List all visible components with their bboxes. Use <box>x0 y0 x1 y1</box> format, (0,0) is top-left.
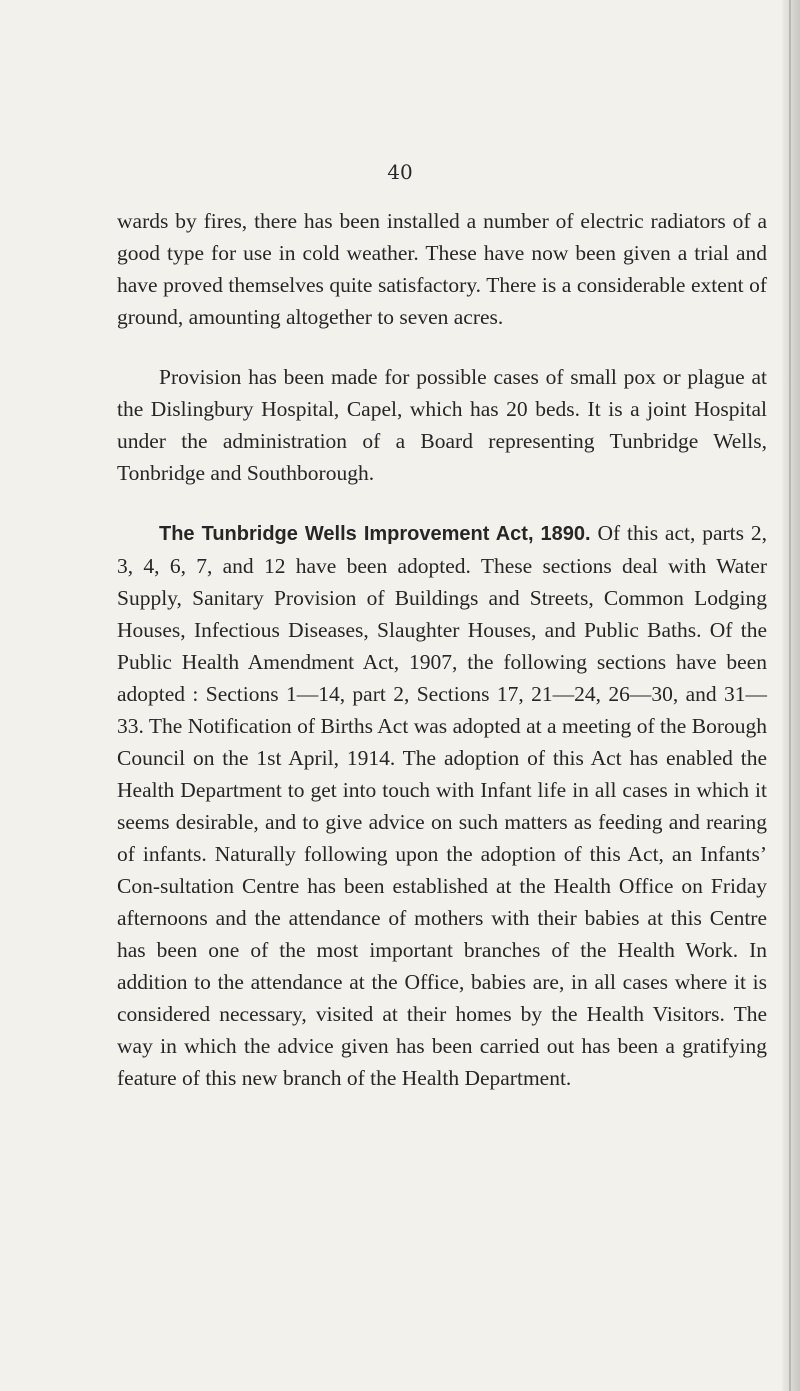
paragraph-improvement-act <box>117 517 767 1094</box>
page-edge-shadow <box>782 0 800 1391</box>
paragraph-provision: Provision has been made for possible cases of small pox or plague at the Dislingbury Hospital, Capel, which has 20 beds. It is a joint Hospital under the administration of a Board representing Tunbridge Wells, Tonbridge and Southborough. <box>117 365 767 485</box>
page-edge-line <box>789 0 791 1391</box>
section-body: Of this act, parts 2, 3, 4, 6, 7, and 12 have been adopted. These sections deal with Water Supply, Sanitary Provision of Buildings and Streets, Common Lodging Houses, Infectious Diseases, Slaughter Houses, and Public Baths. Of the Public Health Amendment Act, 1907, the following sections have been adopted : Sections 1—14, part 2, Sections 17, 21—24, 26—30, and 31—33. The Notification of Births Act was adopted at a meeting of the Borough Council on the 1st April, 1914. The adoption of this Act has enabled the Health Department to get into touch with Infant life in all cases in which it seems desirable, and to give advice on such matters as feeding and rearing of infants. Naturally following upon the adoption of this Act, an Infants’ Con-sultation Centre has been established at the Health Office on Friday afternoons and the attendance of mothers with their babies at this Centre has been one of the most important branches of the Health Work. In addition to the attendance at the Office, babies are, in all cases where it is considered necessary, visited at their homes by the Health Visitors. The way in which the advice given has been carried out has been a gratifying feature of this new branch of the Health Department. <box>117 521 767 1090</box>
body-text <box>117 205 767 1094</box>
page-number: 40 <box>387 160 413 184</box>
section-heading: The Tunbridge Wells Improvement Act, 1890. <box>159 523 591 545</box>
paragraph-wards: wards by fires, there has been installed a number of electric radiators of a good type for use in cold weather. These have now been given a trial and have proved themselves quite satisfactory. There is a considerable extent of ground, amounting altogether to seven acres. <box>117 209 767 329</box>
